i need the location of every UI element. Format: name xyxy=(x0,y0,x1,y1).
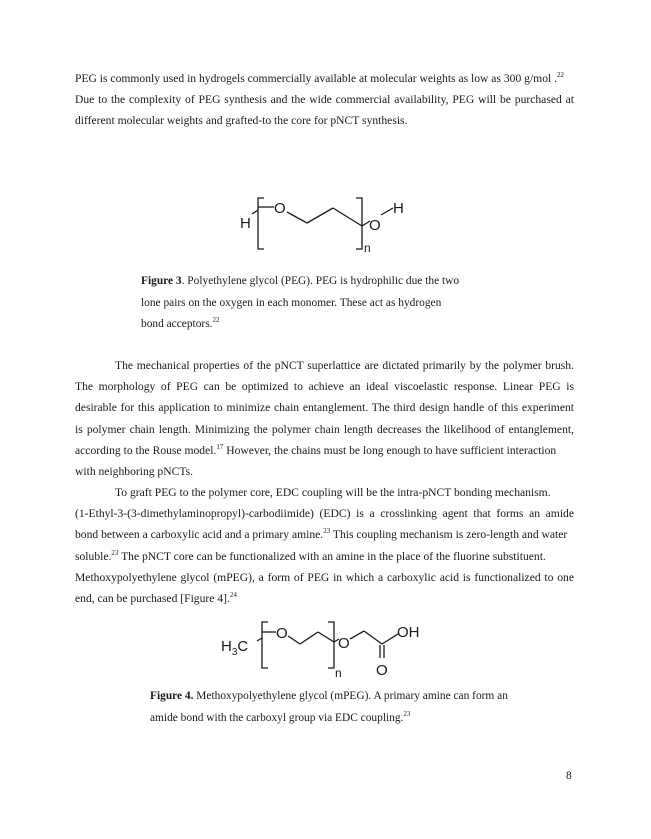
citation-ref: 22 xyxy=(557,71,565,79)
text-line: end, can be purchased [Figure 4].$^{24}$ xyxy=(75,591,237,606)
text-line: (1-Ethyl-3-(3-dimethylaminopropyl)-carbodiimide) (EDC) is a crosslinking agent that forms an amide xyxy=(75,507,574,521)
figure-label: Figure 3 xyxy=(141,275,182,287)
paragraph-mechanical-properties xyxy=(75,355,574,482)
citation-ref: 24 xyxy=(229,591,237,600)
text-line: Methoxypolyethylene glycol (mPEG), a form of PEG in which a carboxylic acid is functionalized to one xyxy=(75,570,574,584)
caption-line: Figure 4. Methoxypolyethylene glycol (mPEG). A primary amine can form an xyxy=(150,690,508,702)
figure-3-caption xyxy=(141,271,521,336)
page-number: 8 xyxy=(566,770,572,782)
citation-ref: 23 xyxy=(111,548,119,557)
paragraph-edc-coupling xyxy=(75,482,574,609)
citation-ref: 17 xyxy=(216,442,224,451)
peg-structure-diagram xyxy=(230,188,430,260)
paragraph-peg-intro xyxy=(75,68,574,132)
right-bracket xyxy=(328,622,334,668)
mpeg-structure-diagram xyxy=(214,614,454,688)
atom-o-carbonyl: O xyxy=(376,662,388,679)
atom-h3c: $H_3C$ xyxy=(221,638,249,658)
text-line: with neighboring pNCTs. xyxy=(75,465,194,479)
figure-4-caption xyxy=(150,686,530,729)
caption-line: amide bond with the carboxyl group via EDC coupling.$^{23}$ xyxy=(150,709,411,724)
citation-ref: 23 xyxy=(403,709,411,718)
text-line: The mechanical properties of the pNCT superlattice are dictated primarily by the polymer brush. xyxy=(115,359,574,372)
repeat-subscript-n: n xyxy=(335,666,342,680)
caption-line: bond acceptors.$^{22}$ xyxy=(141,316,220,330)
figure-label: Figure 4. xyxy=(150,690,194,702)
text-line: The morphology of PEG can be optimized to achieve an ideal viscoelastic response. Linear PEG is xyxy=(75,380,574,394)
text-line: according to the Rouse model.$^{17}$ However, the chains must be long enough to have sufficient interaction xyxy=(75,442,557,457)
text-line: bond between a carboxylic acid and a primary amine.$^{23}$ This coupling mechanism is zero-length and water xyxy=(75,527,568,542)
caption-line: Figure 3. Polyethylene glycol (PEG). PEG is hydrophilic due the two xyxy=(141,275,460,287)
text-line: To graft PEG to the polymer core, EDC coupling will be the intra-pNCT bonding mechanism. xyxy=(115,486,551,499)
atom-o-left: O xyxy=(274,200,286,217)
citation-ref: 22 xyxy=(212,316,220,324)
text-line: desirable for this application to minimize chain entanglement. The third design handle of this experiment xyxy=(75,401,574,415)
left-bracket xyxy=(262,622,268,668)
repeat-subscript-n: n xyxy=(364,241,371,255)
atom-o-ether-2: O xyxy=(338,635,350,652)
text-line: Due to the complexity of PEG synthesis and the wide commercial availability, PEG will be purchased at xyxy=(75,93,574,107)
atom-h-left: H xyxy=(240,215,251,232)
atom-o-ether-1: O xyxy=(276,625,288,642)
left-bracket xyxy=(258,198,264,249)
text-line: PEG is commonly used in hydrogels commercially available at molecular weights as low as 300 g/mol .$^{22}$ xyxy=(75,71,565,85)
text-line: different molecular weights and grafted-to the core for pNCT synthesis. xyxy=(75,114,408,128)
citation-ref: 23 xyxy=(323,527,331,536)
text-line: is polymer chain length. Minimizing the polymer chain length decreases the likelihood of entanglement, xyxy=(75,422,574,436)
caption-line: lone pairs on the oxygen in each monomer. These act as hydrogen xyxy=(141,296,442,309)
text-line: soluble.$^{23}$ The pNCT core can be functionalized with an amine in the place of the fluorine substituent. xyxy=(75,548,546,563)
atom-h-right: H xyxy=(393,200,404,217)
atom-o-right: O xyxy=(369,217,381,234)
atom-oh: OH xyxy=(397,624,420,641)
